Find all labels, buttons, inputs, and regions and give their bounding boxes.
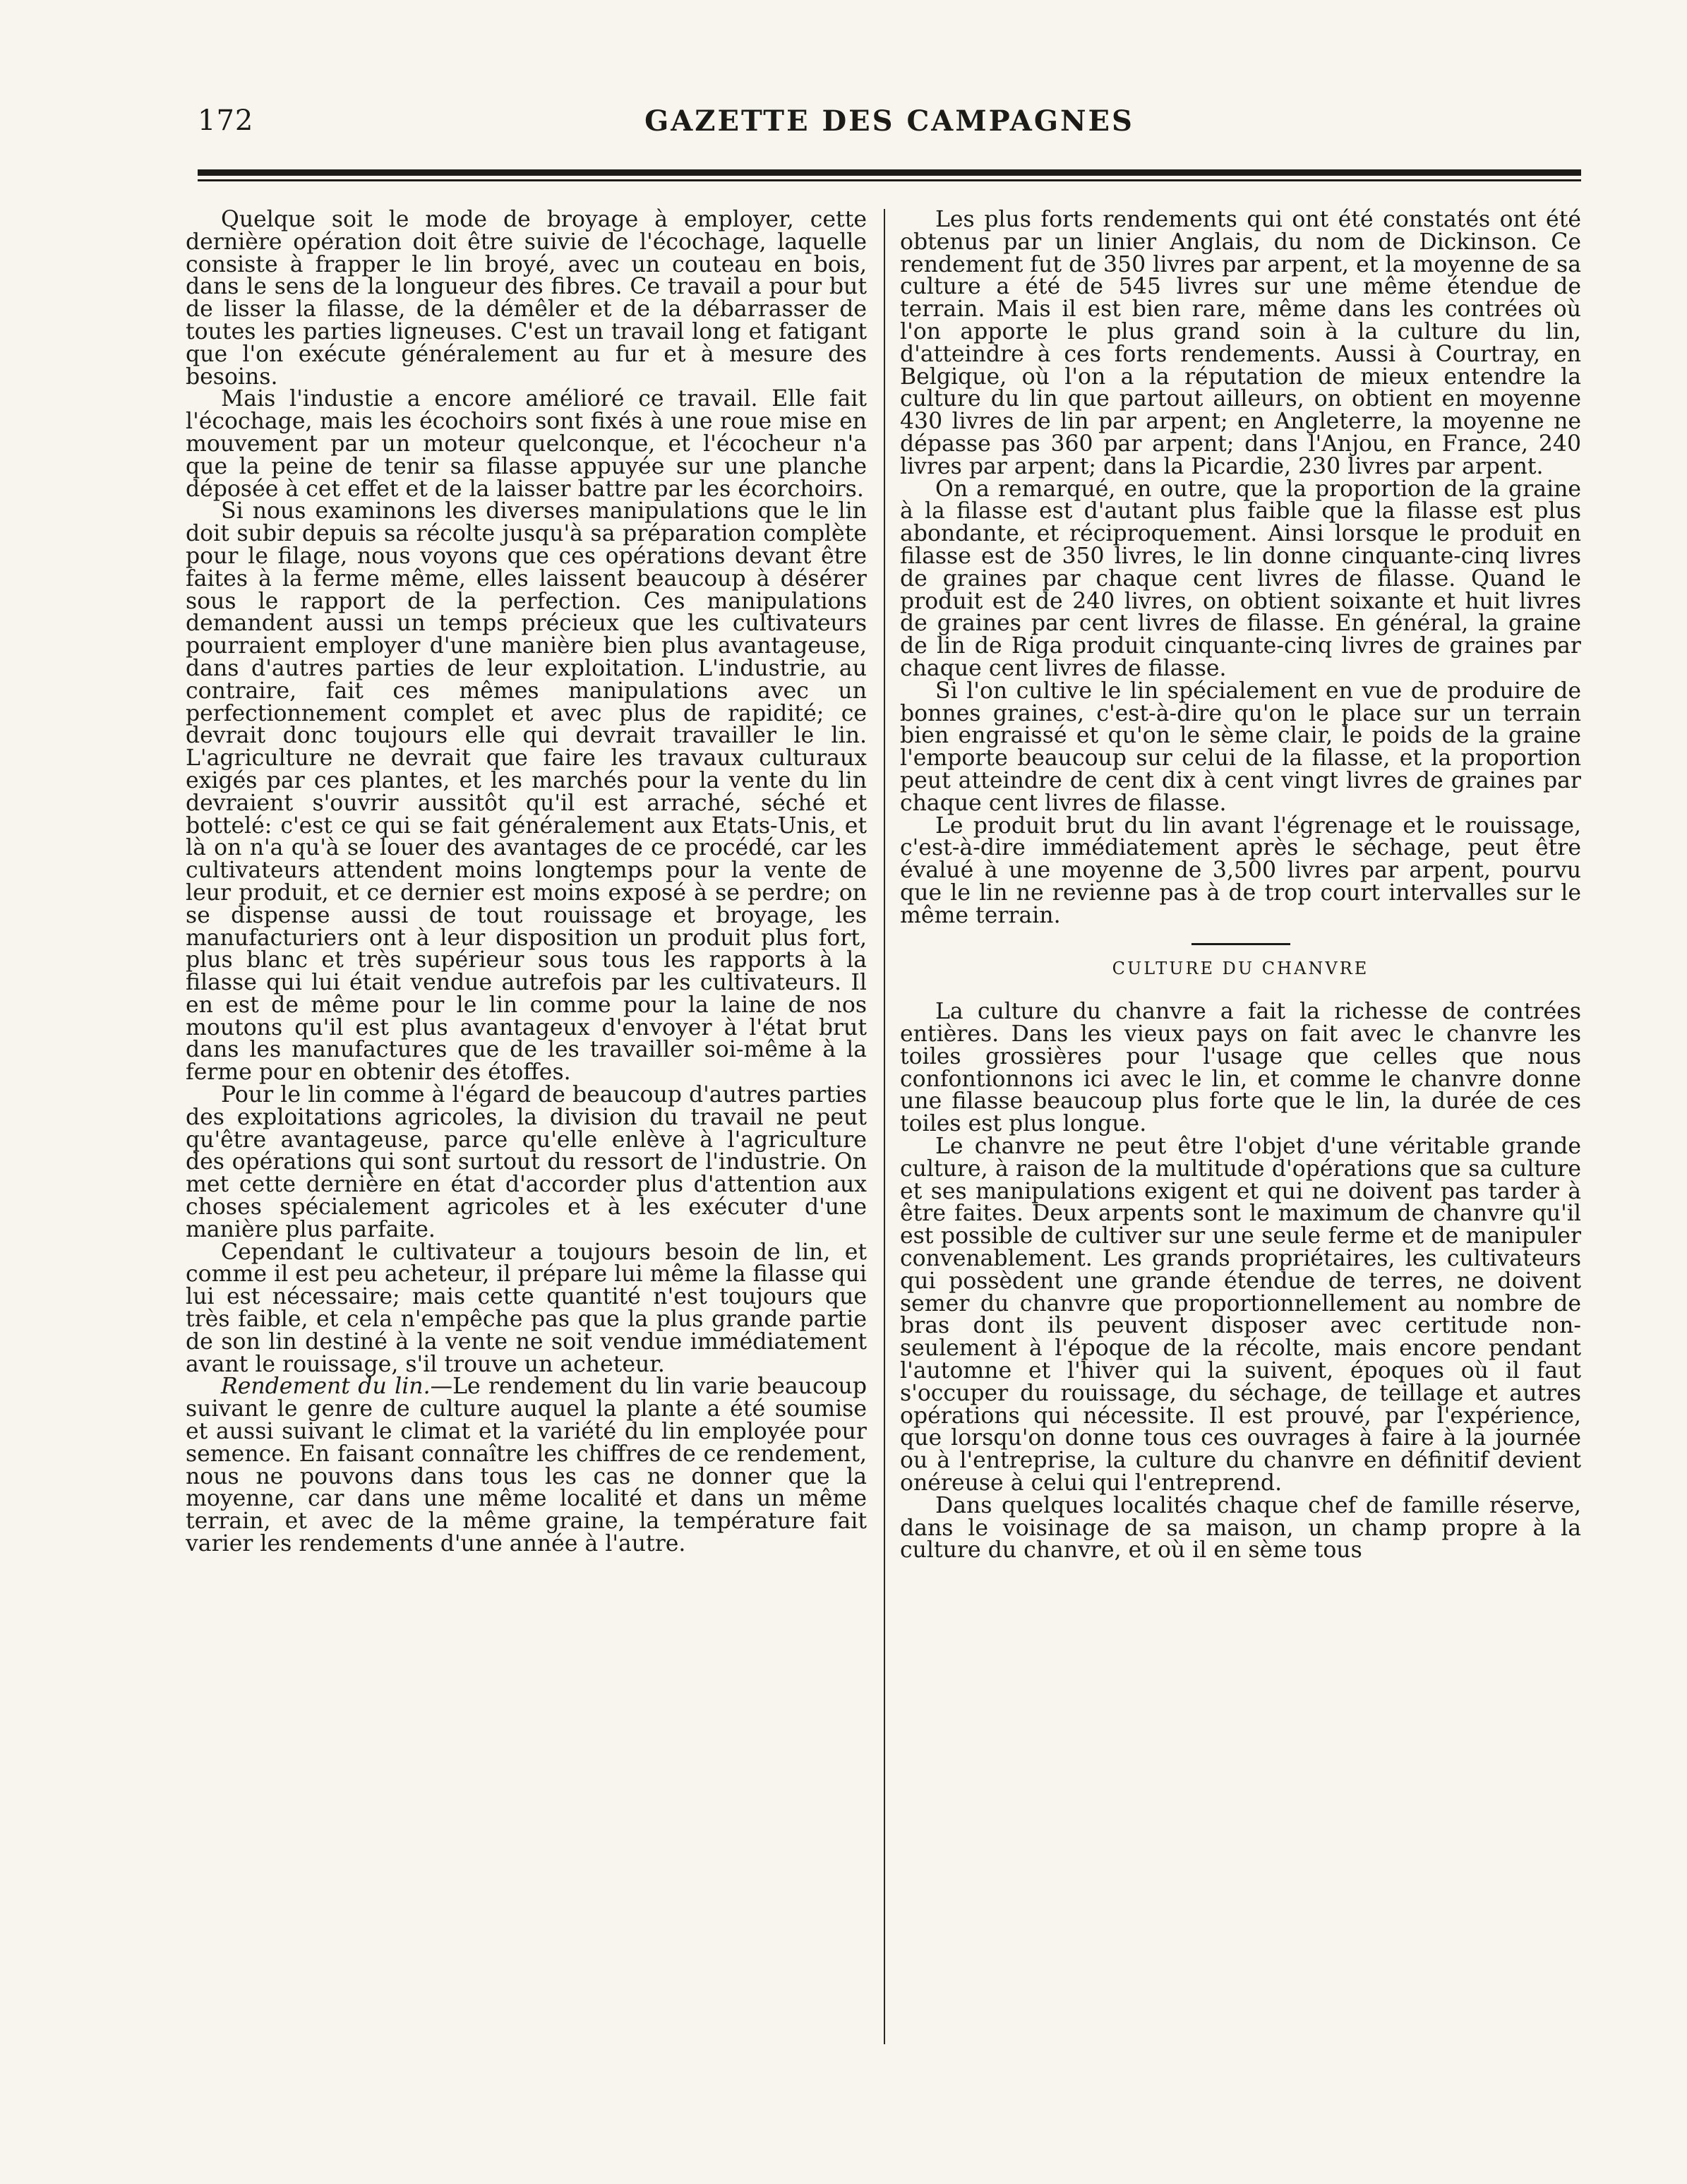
column-divider xyxy=(884,209,885,2044)
paragraph: La culture du chanvre a fait la richesse de contrées entières. Dans les vieux pays on fait avec le chanvre les toiles grossières pour l'usage que celles que nous confontionnons ici avec le lin, et comme le chanvre donne une filasse beaucoup plus forte que le lin, la durée de ces toiles est plus longue. xyxy=(900,999,1581,1137)
rendement-run-in-heading: Rendement du lin. xyxy=(221,1374,431,1400)
paragraph: Si nous examinons les diverses manipulations que le lin doit subir depuis sa récolte jusqu'à sa préparation complète pour le filage, nous voyons que ces opérations devant être faites à la ferme même, elles laissent beaucoup à désérer sous le rapport de la perfection. Ces manipulations demandent aussi un temps précieux que les cultivateurs pourraient employer d'une manière bien plus avantageuse, dans d'autres parties de leur exploitation. L'industrie, au contraire, fait ces mêmes manipulations avec un perfectionnement complet et avec plus de rapidité; ce devrait donc toujours elle qui devrait travailler le lin. L'agriculture ne devrait que faire les travaux culturaux exigés par ces plantes, et les marchés pour la vente du lin devraient s'ouvrir aussitôt qu'il est arraché, séché et bottelé: c'est ce qui se fait généralement aux Etats-Unis, et là on n'a qu'à se louer des avantages de ce procédé, car les cultivateurs attendent moins longtemps pour la vente de leur produit, et ce dernier est moins exposé à se perdre; on se dispense aussi de tout rouissage et broyage, les manufacturiers ont à leur disposition un produit plus fort, plus blanc et très supérieur sous tous les rapports à la filasse qui lui était vendue autrefois par les cultivateurs. Il en est de même pour le lin comme pour la laine de nos moutons qu'il est plus avantageux d'envoyer à l'état brut dans les manufactures que de les travailler soi-même à la ferme pour en obtenir des étoffes. xyxy=(186,498,867,1086)
page-header xyxy=(198,104,1581,154)
journal-title: GAZETTE DES CAMPAGNES xyxy=(644,104,1134,138)
paragraph: Si l'on cultive le lin spécialement en vue de produire de bonnes graines, c'est-à-dire qu'on le place sur un terrain bien engraissé et qu'on le sème clair, le poids de la graine l'emporte beaucoup sur celui de la filasse, et la proportion peut atteindre de cent dix à cent vingt livres de graines par chaque cent livres de filasse. xyxy=(900,678,1581,816)
paragraph: Le chanvre ne peut être l'objet d'une véritable grande culture, à raison de la multitude d'opérations que sa culture et ses manipulations exigent et qui ne doivent pas tarder à être faites. Deux arpents sont le maximum de chanvre qu'il est possible de cultiver sur une seule ferme et de manipuler convenablement. Les grands propriétaires, les cultivateurs qui possèdent une grande étendue de terres, ne doivent semer du chanvre que proportionnellement au nombre de bras dont ils peuvent disposer avec certitude non-seulement à l'époque de la récolte, mais encore pendant l'automne et l'hiver qui la suivent, époques où il faut s'occuper du rouissage, du séchage, de teillage et autres opérations qui nécessite. Il est prouvé, par l'expérience, que lorsqu'on donne tous ces ouvrages à faire à la journée ou à l'entreprise, la culture du chanvre en définitif devient onéreuse à celui qui l'entreprend. xyxy=(900,1134,1581,1496)
paragraph: Mais l'industie a encore amélioré ce travail. Elle fait l'écochage, mais les écochoirs sont fixés à une roue mise en mouvement par un moteur quelconque, et l'écocheur n'a que la peine de tenir sa filasse appuyée sur une planche déposée à cet effet et de la laisser battre par les écorchoirs. xyxy=(186,386,867,502)
paragraph: Cependant le cultivateur a toujours besoin de lin, et comme il est peu acheteur, il prépare lui même la filasse qui lui est nécessaire; mais cette quantité n'est toujours que très faible, et cela n'empêche pas que la plus grande partie de son lin destiné à la vente ne soit vendue immédiatement avant le rouissage, s'il trouve un acheteur. xyxy=(186,1239,867,1377)
paragraph: Le produit brut du lin avant l'égrenage et le rouissage, c'est-à-dire immédiatement après le séchage, peut être évalué à une moyenne de 3,500 livres par arpent, pourvu que le lin ne revienne pas à de trop court intervalles sur le même terrain. xyxy=(900,812,1581,928)
paragraph: On a remarqué, en outre, que la proportion de la graine à la filasse est d'autant plus faible que la filasse est plus abondante, et réciproquement. Ainsi lorsque le produit en filasse est de 350 livres, le lin donne cinquante-cinq livres de graines par chaque cent livres de filasse. Quand le produit est de 240 livres, on obtient soixante et huit livres de graines par cent livres de filasse. En général, la graine de lin de Riga produit cinquante-cinq livres de graines par chaque cent livres de filasse. xyxy=(900,476,1581,681)
page-number: 172 xyxy=(198,104,254,137)
paragraph: Dans quelques localités chaque chef de famille réserve, dans le voisinage de sa maison, un champ propre à la culture du chanvre, et où il en sème tous xyxy=(900,1492,1581,1564)
section-rule xyxy=(1191,943,1290,945)
right-column xyxy=(900,209,1581,1562)
section-heading: CULTURE DU CHANVRE xyxy=(1112,958,1369,978)
paragraph: Quelque soit le mode de broyage à employer, cette dernière opération doit être suivie de l'écochage, laquelle consiste à frapper le lin broyé, avec un couteau en bois, dans le sens de la longueur des fibres. Ce travail a pour but de lisser la filasse, de la démêler et de la débarrasser de toutes les parties ligneuses. C'est un travail long et fatigant que l'on exécute généralement au fur et à mesure des besoins. xyxy=(186,207,867,390)
header-rule-thick xyxy=(198,169,1581,176)
rendement-paragraph xyxy=(186,1376,867,1555)
rendement-text: —Le rendement du lin varie beaucoup suivant le genre de culture auquel la plante a été soumise et aussi suivant le climat et la variété du lin employée pour semence. En faisant connaître les chiffres de ce rendement, nous ne pouvons dans tous les cas ne donner que la moyenne, car dans une même localité et dans un même terrain, et avec de la même graine, la température fait varier les rendements d'une année à l'autre. xyxy=(186,1374,867,1557)
header-rule-thin xyxy=(198,179,1581,181)
paragraph: Pour le lin comme à l'égard de beaucoup d'autres parties des exploitations agricoles, la division du travail ne peut qu'être avantageuse, parce qu'elle enlève à l'agriculture des opérations qui sont surtout du ressort de l'industrie. On met cette dernière en état d'accorder plus d'attention aux choses spécialement agricoles et à les exécuter d'une manière plus parfaite. xyxy=(186,1082,867,1242)
left-column xyxy=(186,209,867,1556)
paragraph: Les plus forts rendements qui ont été constatés ont été obtenus par un linier Anglais, du nom de Dickinson. Ce rendement fut de 350 livres par arpent, et la moyenne de sa culture a été de 545 livres sur une même étendue de terrain. Mais il est bien rare, même dans les contrées où l'on apporte le plus grand soin à la culture du lin, d'atteindre à ces forts rendements. Aussi à Courtray, en Belgique, où l'on a la réputation de mieux entendre la culture du lin que partout ailleurs, on obtient en moyenne 430 livres de lin par arpent; en Angleterre, la moyenne ne dépasse pas 360 par arpent; dans l'Anjou, en France, 240 livres par arpent; dans la Picardie, 230 livres par arpent. xyxy=(900,207,1581,479)
